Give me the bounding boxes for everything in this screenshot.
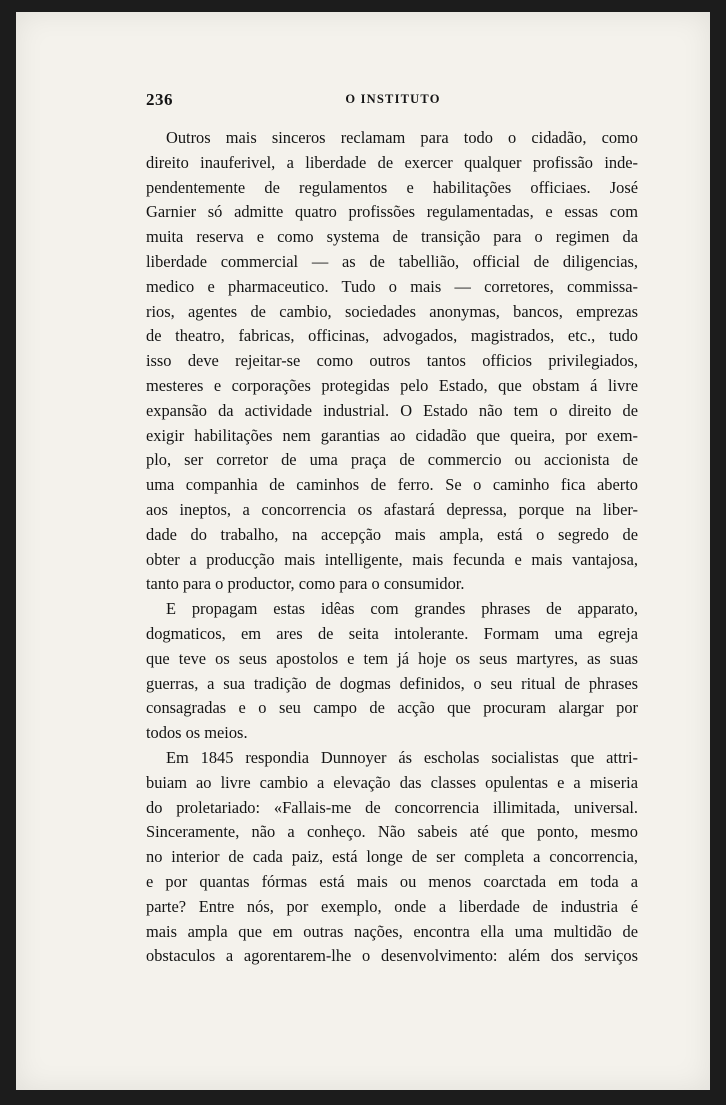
text-line: uma companhia de caminhos de ferro. Se o caminho fica aberto [146, 475, 638, 495]
text-line: direito inauferivel, a liberdade de exercer qualquer profissão inde- [146, 152, 638, 172]
text-line: obstaculos a agorentarem-lhe o desenvolvimento: além dos serviços [146, 946, 638, 966]
body-text [146, 126, 638, 969]
text-line: E propagam estas idêas com grandes phrases de apparato, [166, 599, 638, 619]
text-line: Outros mais sinceros reclamam para todo o cidadão, como [166, 128, 638, 147]
running-head [146, 90, 640, 112]
text-line: obter a producção mais intelligente, mais fecunda e mais vantajosa, [146, 549, 638, 569]
text-line: parte? Entre nós, por exemplo, onde a liberdade de industria é [146, 896, 638, 916]
text-line: exigir habilitações nem garantias ao cidadão que queira, por exem- [146, 425, 638, 445]
text-line: que teve os seus apostolos e tem já hoje os seus martyres, as suas [146, 648, 638, 668]
text-line: dogmaticos, em ares de seita intolerante. Formam uma egreja [146, 623, 638, 643]
text-line: dade do trabalho, na accepção mais ampla, está o segredo de [146, 524, 638, 544]
text-line: todos os meios. [146, 723, 248, 743]
paragraph-3 [146, 746, 638, 969]
text-line: do proletariado: «Fallais-me de concorrencia illimitada, universal. [146, 797, 638, 817]
text-line: aos ineptos, a concorrencia os afastará depressa, porque na liber- [146, 499, 638, 519]
text-line: no interior de cada paiz, está longe de ser completa a concorrencia, [146, 847, 638, 867]
text-line: pendentemente de regulamentos e habilitações officiaes. José [146, 177, 638, 197]
text-line: Sinceramente, não a conheço. Não sabeis até que ponto, mesmo [146, 822, 638, 842]
text-line: medico e pharmaceutico. Tudo o mais — corretores, commissa- [146, 276, 638, 296]
text-line: consagradas e o seu campo de acção que procuram alargar por [146, 698, 638, 718]
journal-title: O INSTITUTO [345, 92, 441, 106]
page-number: 236 [146, 90, 173, 109]
text-line: Garnier só admitte quatro profissões regulamentadas, e essas com [146, 202, 638, 222]
text-line: guerras, a sua tradição de dogmas definidos, o seu ritual de phrases [146, 673, 638, 693]
text-line: mais ampla que em outras nações, encontra ella uma multidão de [146, 921, 638, 941]
text-line: isso deve rejeitar-se como outros tantos officios privilegiados, [146, 351, 638, 371]
text-line: rios, agentes de cambio, sociedades anonymas, bancos, emprezas [146, 301, 638, 321]
text-line: tanto para o productor, como para o consumidor. [146, 574, 465, 594]
text-line: Em 1845 respondia Dunnoyer ás escholas socialistas que attri- [166, 747, 638, 767]
text-line: plo, ser corretor de uma praça de commercio ou accionista de [146, 450, 638, 470]
text-line: buiam ao livre cambio a elevação das classes opulentas e a miseria [146, 772, 638, 792]
text-line: mesteres e corporações protegidas pelo Estado, que obstam á livre [146, 375, 638, 395]
text-line: muita reserva e como systema de transição para o regimen da [146, 227, 638, 247]
text-line: de theatro, fabricas, officinas, advogados, magistrados, etc., tudo [146, 326, 638, 346]
paragraph-1 [146, 126, 638, 597]
paragraph-2 [146, 597, 638, 746]
text-line: expansão da actividade industrial. O Estado não tem o direito de [146, 400, 638, 420]
text-line: liberdade commercial — as de tabellião, official de diligencias, [146, 251, 638, 271]
text-line: e por quantas fórmas está mais ou menos coarctada em toda a [146, 871, 638, 891]
